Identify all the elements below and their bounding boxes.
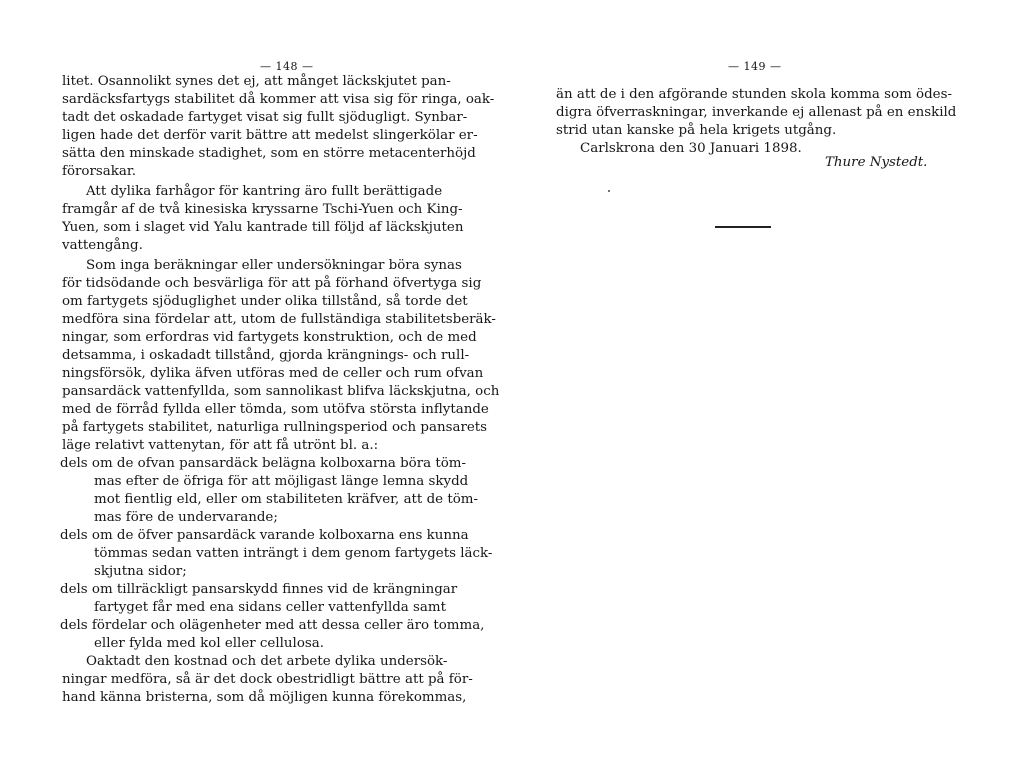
text-line: skjutna sidor; [94, 564, 187, 579]
page-number: — 149 — [728, 60, 782, 73]
text-line: pansardäck vattenfyllda, som sannolikast blifva läckskjutna, och [62, 384, 500, 399]
text-line: ligen hade det derför varit bättre att medelst slingerkölar er- [62, 128, 478, 143]
text-line: ningsförsök, dylika äfven utföras med de celler och rum ofvan [62, 366, 484, 381]
text-line: mas före de undervarande; [94, 510, 278, 525]
text-line: dels om tillräckligt pansarskydd finnes vid de krängningar [60, 582, 458, 597]
text-line: tömmas sedan vatten inträngt i dem genom fartygets läck- [94, 546, 493, 561]
text-line: dels om de öfver pansardäck varande kolboxarna ens kunna [60, 528, 469, 543]
text-line: med de förråd fyllda eller tömda, som utöfva största inflytande [62, 402, 489, 417]
page-number: — 148 — [260, 60, 314, 73]
text-line: tadt det oskadade fartyget visat sig fullt sjödugligt. Synbar- [62, 110, 468, 125]
text-line: litet. Osannolikt synes det ej, att månget läckskjutet pan- [62, 74, 451, 89]
text-line: dels fördelar och olägenheter med att dessa celler äro tomma, [60, 618, 485, 633]
text-line: Carlskrona den 30 Januari 1898. [580, 141, 802, 156]
signature: Thure Nystedt. [825, 155, 928, 170]
text-line: vattengång. [62, 238, 143, 253]
text-line: om fartygets sjöduglighet under olika tillstånd, så torde det [62, 294, 468, 309]
print-speck [608, 190, 610, 192]
text-line: ningar medföra, så är det dock obestridligt bättre att på för- [62, 672, 473, 687]
text-line: än att de i den afgörande stunden skola komma som ödes- [556, 87, 952, 102]
text-line: Att dylika farhågor för kantring äro fullt berättigade [86, 184, 443, 199]
text-line: mot fientlig eld, eller om stabiliteten kräfver, att de töm- [94, 492, 478, 507]
right-page [540, 0, 1023, 769]
text-line: förorsakar. [62, 164, 137, 179]
text-line: strid utan kanske på hela krigets utgång. [556, 123, 837, 138]
text-line: dels om de ofvan pansardäck belägna kolboxarna böra töm- [60, 456, 467, 471]
text-line: digra öfverraskningar, inverkande ej allenast på en enskild [556, 105, 957, 120]
left-page [0, 0, 500, 769]
text-line: detsamma, i oskadadt tillstånd, gjorda krängnings- och rull- [62, 348, 470, 363]
text-line: fartyget får med ena sidans celler vattenfyllda samt [94, 600, 446, 615]
text-line: eller fylda med kol eller cellulosa. [94, 636, 324, 651]
text-line: mas efter de öfriga för att möjligast länge lemna skydd [94, 474, 469, 489]
text-line: Yuen, som i slaget vid Yalu kantrade till följd af läckskjuten [62, 220, 464, 235]
text-line: ningar, som erfordras vid fartygets konstruktion, och de med [62, 330, 477, 345]
text-line: sätta den minskade stadighet, som en större metacenterhöjd [62, 146, 476, 161]
text-line: Oaktadt den kostnad och det arbete dylika undersök- [86, 654, 448, 669]
end-rule [715, 226, 771, 228]
text-line: framgår af de två kinesiska kryssarne Tschi-Yuen och King- [62, 202, 463, 217]
text-line: läge relativt vattenytan, för att få utrönt bl. a.: [62, 438, 379, 453]
text-line: för tidsödande och besvärliga för att på förhand öfvertyga sig [62, 276, 482, 291]
text-line: Som inga beräkningar eller undersökningar böra synas [86, 258, 462, 273]
text-line: sardäcksfartygs stabilitet då kommer att visa sig för ringa, oak- [62, 92, 495, 107]
text-line: på fartygets stabilitet, naturliga rullningsperiod och pansarets [62, 420, 488, 435]
text-line: medföra sina fördelar att, utom de fullständiga stabilitetsberäk- [62, 312, 496, 327]
text-line: hand känna bristerna, som då möjligen kunna förekommas, [62, 690, 467, 705]
